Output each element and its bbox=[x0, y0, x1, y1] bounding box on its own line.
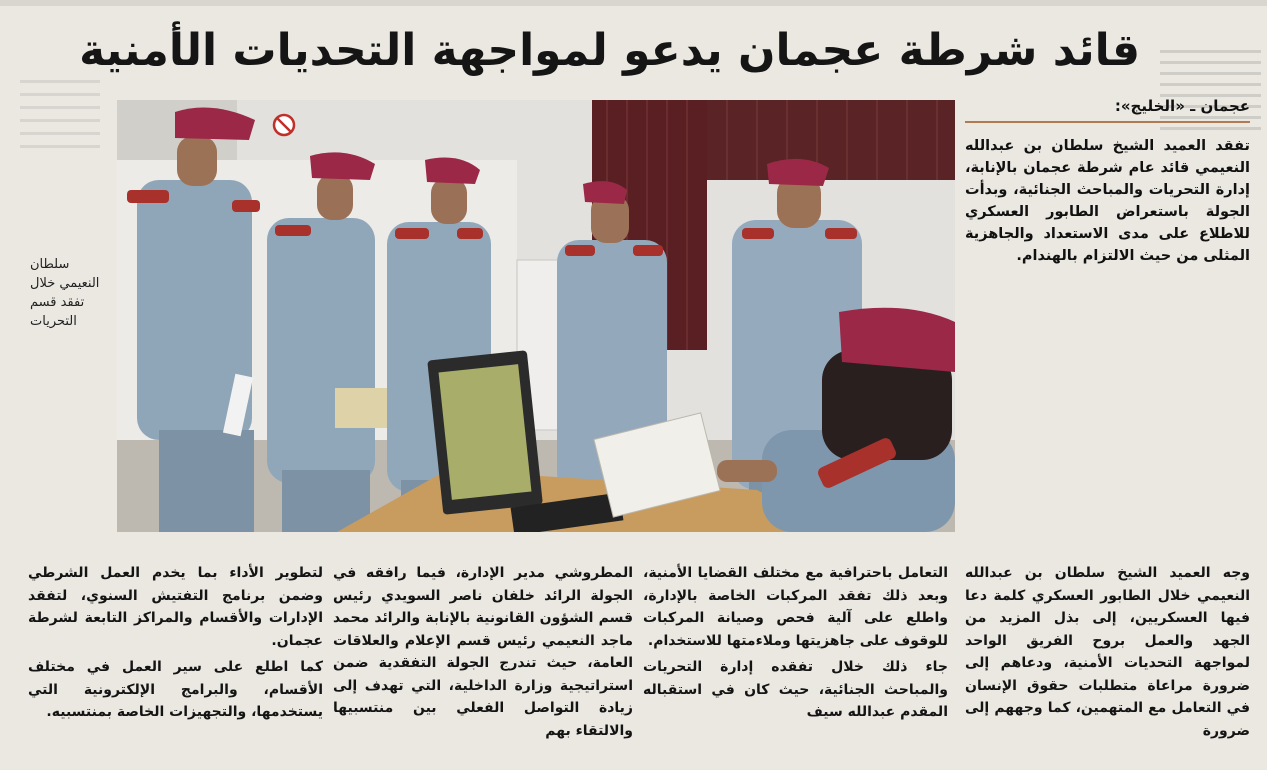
body-paragraph: المطروشي مدير الإدارة، فيما رافقه في الجولة الرائد خلفان ناصر السويدي رئيس قسم الشؤون القانونية بالإنابة والرائد محمد ماجد النعيمي رئيس قسم الإعلام والعلاقات العامة، حيث تندرج الجولة التفقدية ضمن استراتيجية وزارة الداخلية، التي تهدف إلى زيادة التواصل الفعلي بين منتسبيها والالتقاء بهم bbox=[333, 565, 633, 739]
body-paragraph: وجه العميد الشيخ سلطان بن عبدالله النعيمي خلال الطابور العسكري كلمة دعا فيها العسكريين، إلى بذل المزيد من الجهد والعمل بروح الفريق الواحد لمواجهة التحديات الأمنية، ودعاهم إلى ضرورة مراعاة متطلبات حقوق الإنسان في التعامل مع المتهمين، كما وجههم إلى ضرورة bbox=[965, 565, 1250, 739]
article-headline: قائد شرطة عجمان يدعو لمواجهة التحديات الأمنية bbox=[79, 25, 1140, 76]
photo-caption: سلطان النعيمي خلال تفقد قسم التحريات bbox=[30, 257, 100, 329]
body-column-4 bbox=[28, 562, 323, 728]
body-paragraph: لتطوير الأداء بما يخدم العمل الشرطي وضمن برنامج التفتيش السنوي، لتفقد الإدارات والأقسام والمراكز التابعة لشرطة عجمان. bbox=[28, 565, 323, 649]
no-smoking-sign-icon bbox=[274, 115, 294, 135]
page-top-edge bbox=[0, 0, 1267, 6]
body-column-3 bbox=[333, 562, 633, 746]
body-paragraph: جاء ذلك خلال تفقده إدارة التحريات والمباحث الجنائية، حيث كان في استقباله المقدم عبدالله سيف bbox=[643, 659, 948, 720]
bleed-through-text-left bbox=[20, 70, 100, 250]
body-paragraph: كما اطلع على سير العمل في مختلف الأقسام، والبرامج الإلكترونية التي يستخدمها، والتجهيزات الخاصة بمنتسبيه. bbox=[28, 659, 323, 720]
lead-paragraph: تفقد العميد الشيخ سلطان بن عبدالله النعيمي قائد عام شرطة عجمان بالإنابة، إدارة التحريات والمباحث الجنائية، وبدأت الجولة باستعراض الطابور العسكري للاطلاع على مدى الاستعداد والجاهزية المثلى من حيث الالتزام بالهندام. bbox=[965, 138, 1250, 264]
article-intro bbox=[965, 95, 1250, 267]
computer-monitor bbox=[427, 350, 543, 515]
body-column-1 bbox=[965, 562, 1250, 746]
window-blinds-right bbox=[707, 100, 955, 180]
body-paragraph: التعامل باحترافية مع مختلف القضايا الأمنية، وبعد ذلك تفقد المركبات الخاصة بالإدارة، واطلع على آلية فحص وصيانة المركبات للوقوف على جاهزيتها وملاءمتها للاستخدام. bbox=[643, 565, 948, 649]
dateline: عجمان ـ «الخليج»: bbox=[965, 95, 1250, 123]
body-column-2 bbox=[643, 562, 948, 728]
article-photo bbox=[117, 100, 955, 532]
photo-illustration bbox=[117, 100, 955, 532]
